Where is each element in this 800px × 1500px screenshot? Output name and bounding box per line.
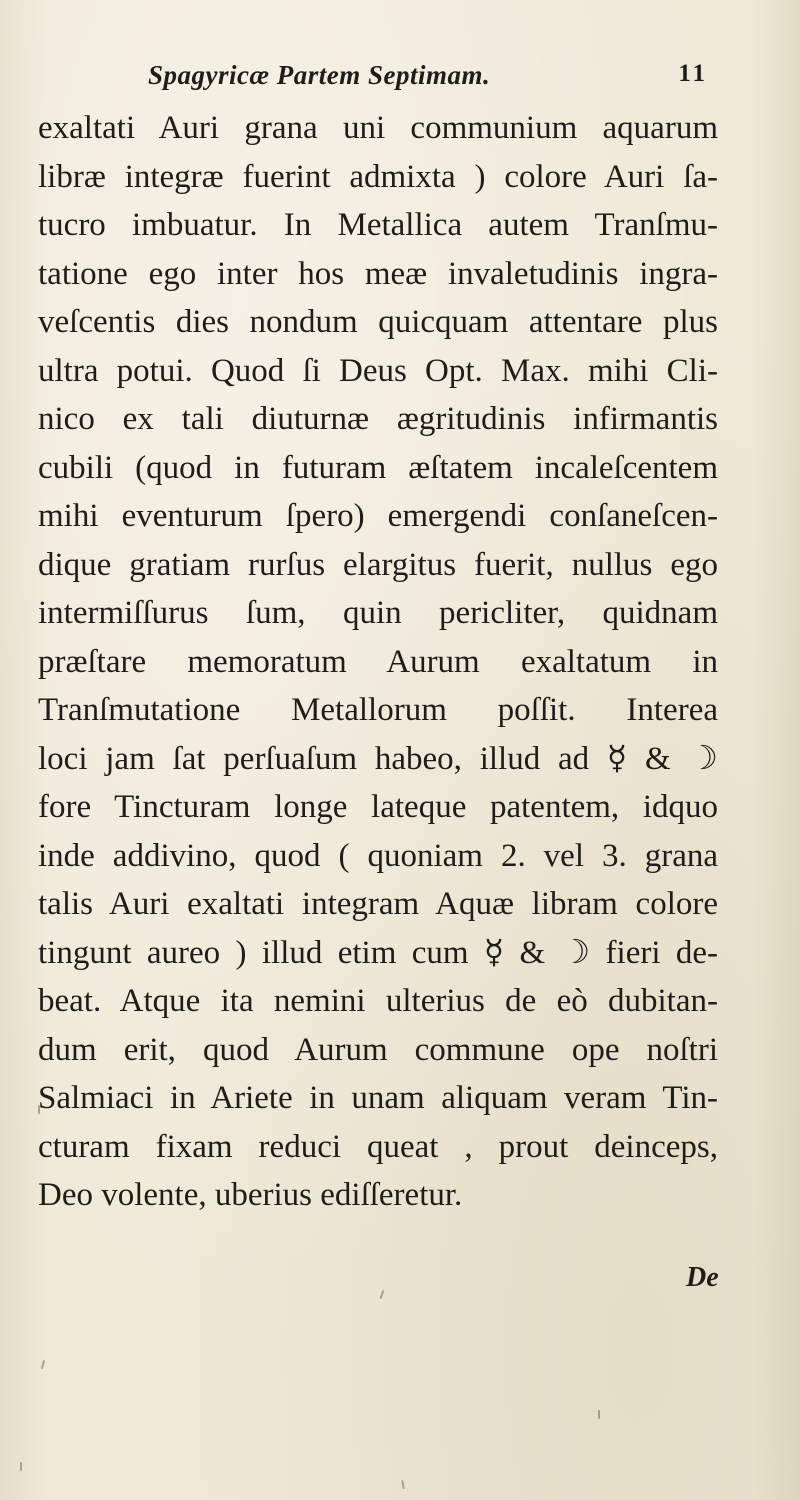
running-head bbox=[148, 60, 708, 100]
text-line: inde addivino, quod ( quoniam 2. vel 3. grana bbox=[38, 837, 718, 874]
paper-speck bbox=[38, 1105, 40, 1114]
text-line: cturam fixam reduci queat , prout deinceps, bbox=[38, 1128, 718, 1165]
text-line: tingunt aureo ) illud etim cum ☿ & ☽ fieri de- bbox=[38, 934, 718, 971]
text-line: ultra potui. Quod ſi Deus Opt. Max. mihi Cli- bbox=[38, 352, 718, 389]
text-line: beat. Atque ita nemini ulterius de eò dubitan- bbox=[38, 983, 718, 1019]
text-line: loci jam ſat perſuaſum habeo, illud ad ☿ & ☽ bbox=[38, 740, 718, 777]
text-line: Deo volente, uberius ediſſeretur. bbox=[38, 1177, 463, 1213]
paper-speck bbox=[41, 1360, 45, 1369]
text-line: talis Auri exaltati integram Aquæ libram colore bbox=[38, 886, 718, 922]
paper-speck bbox=[401, 1480, 405, 1489]
text-line: nico ex tali diuturnæ ægritudinis infirmantis bbox=[38, 401, 718, 437]
body-text bbox=[38, 104, 718, 1220]
text-line: exaltati Auri grana uni communium aquarum bbox=[38, 110, 718, 146]
text-line: dum erit, quod Aurum commune ope noſtri bbox=[38, 1031, 718, 1068]
text-line: mihi eventurum ſpero) emergendi conſaneſcen- bbox=[38, 498, 718, 534]
text-line: cubili (quod in futuram æſtatem incaleſcentem bbox=[38, 449, 718, 486]
text-line: intermiſſurus ſum, quin pericliter, quidnam bbox=[38, 595, 718, 631]
text-line: tucro imbuatur. In Metallica autem Tranſmu- bbox=[38, 207, 718, 243]
text-line: Salmiaci in Ariete in unam aliquam veram Tin- bbox=[38, 1080, 718, 1116]
text-line: tatione ego inter hos meæ invaletudinis ingra- bbox=[38, 255, 718, 292]
paper-speck bbox=[598, 1410, 600, 1419]
paper-speck bbox=[20, 1462, 22, 1471]
paper-speck bbox=[380, 1290, 385, 1299]
text-line: præſtare memoratum Aurum exaltatum in bbox=[38, 643, 718, 680]
catchword: De bbox=[686, 1262, 719, 1293]
text-line: veſcentis dies nondum quicquam attentare plus bbox=[38, 304, 718, 340]
running-title: Spagyricæ Partem Septimam. bbox=[148, 60, 491, 90]
text-line: fore Tincturam longe lateque patentem, idquo bbox=[38, 789, 718, 825]
page-number: 11 bbox=[678, 60, 708, 87]
text-line: Tranſmutatione Metallorum poſſit. Interea bbox=[38, 692, 718, 728]
text-line: dique gratiam rurſus elargitus fuerit, nullus ego bbox=[38, 546, 718, 583]
text-line: libræ integræ fuerint admixta ) colore Auri ſa- bbox=[38, 158, 718, 195]
